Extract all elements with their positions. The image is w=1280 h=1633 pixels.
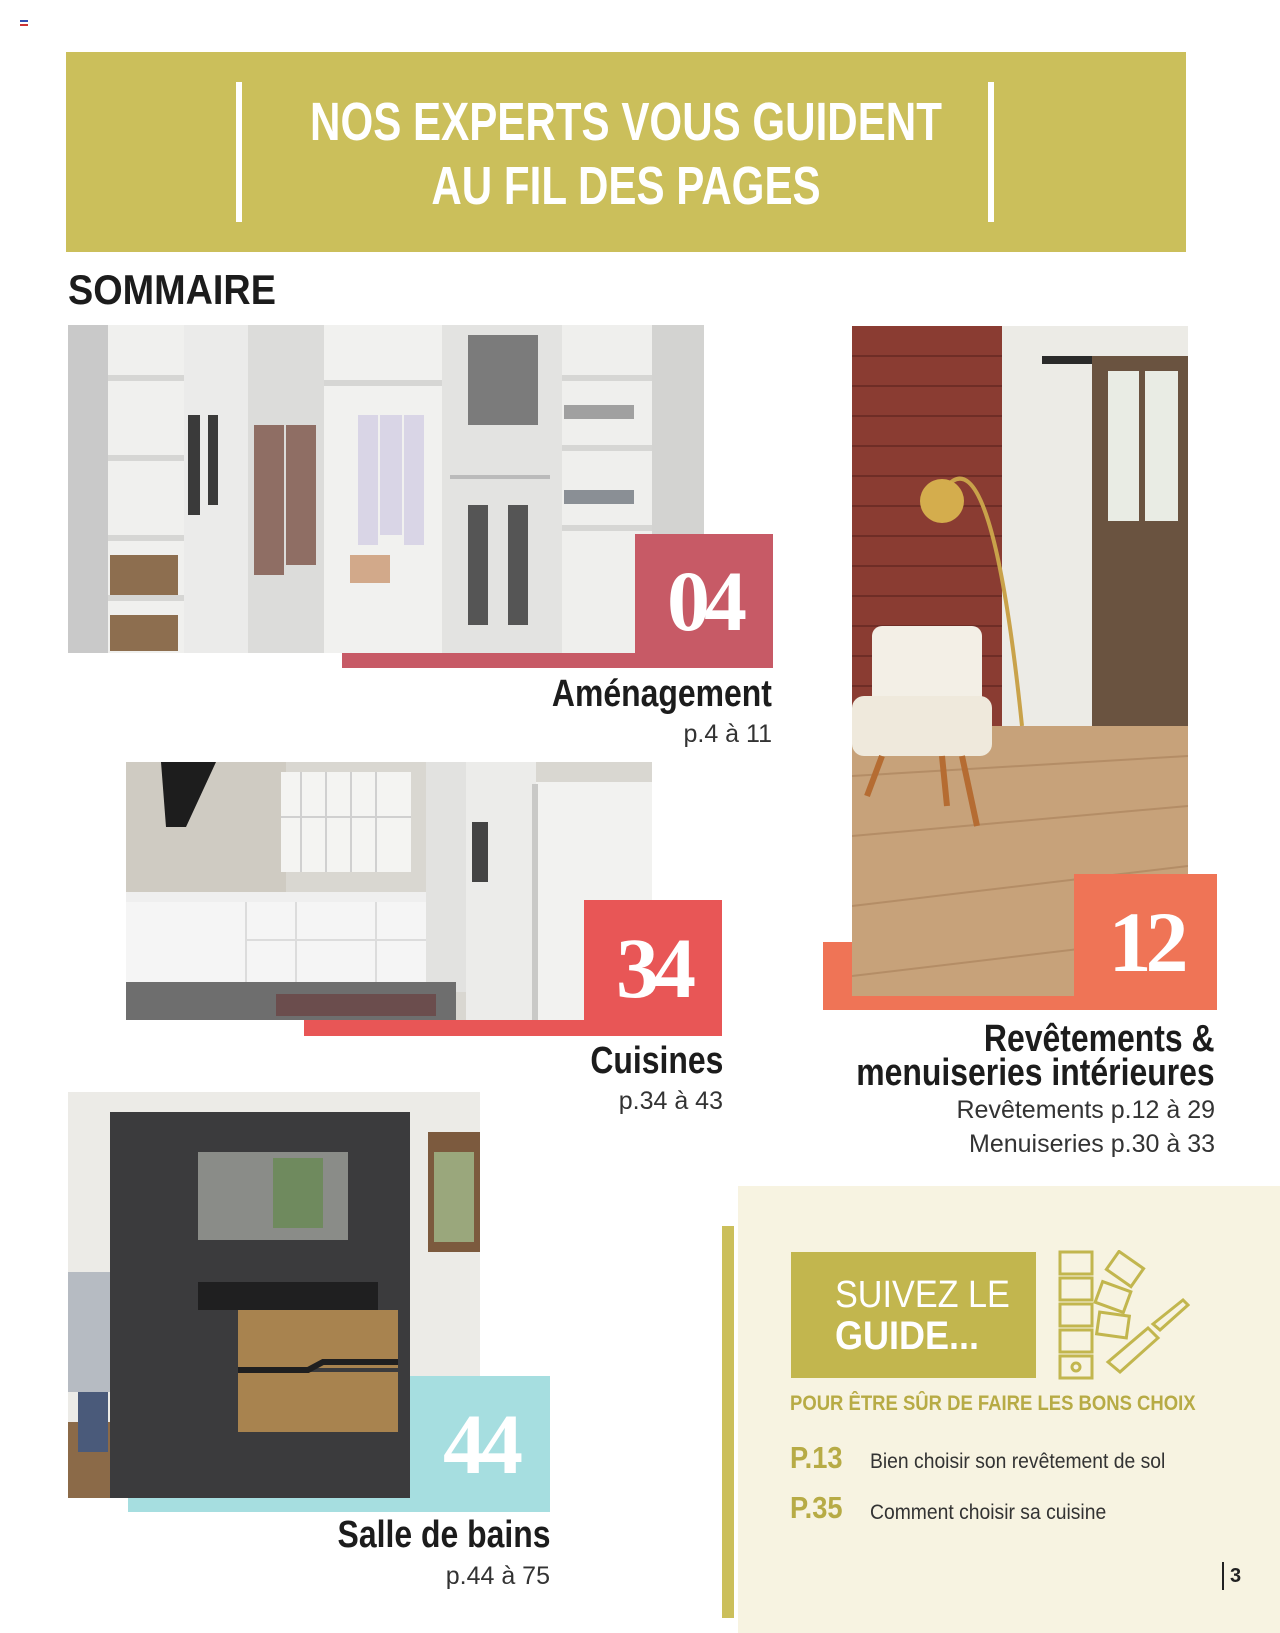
amenagement-pages: p.4 à 11 bbox=[683, 720, 772, 748]
amenagement-title: Aménagement bbox=[552, 673, 772, 715]
cuisines-title: Cuisines bbox=[589, 1040, 723, 1082]
guide-label bbox=[791, 1252, 1036, 1378]
header-title-line: NOS EXPERTS VOUS GUIDENT bbox=[310, 92, 942, 152]
guide-tools-icon bbox=[1058, 1250, 1190, 1380]
salle-de-bains-number: 44 bbox=[443, 1396, 517, 1492]
revetements-title-line2: menuiseries intérieures bbox=[856, 1052, 1215, 1094]
cuisines-pages: p.34 à 43 bbox=[618, 1087, 723, 1115]
guide-item-text: Bien choisir son revêtement de sol bbox=[870, 1450, 1166, 1473]
amenagement-badge bbox=[635, 534, 773, 668]
revetements-title-line1: Revêtements & bbox=[984, 1018, 1215, 1060]
revetements-number: 12 bbox=[1108, 894, 1183, 990]
guide-item-page: P.35 bbox=[790, 1490, 843, 1525]
salle-de-bains-pages: p.44 à 75 bbox=[445, 1562, 550, 1590]
cuisines-number: 34 bbox=[616, 920, 690, 1016]
guide-label-line1: SUIVEZ LE bbox=[835, 1274, 1010, 1316]
guide-item-text: Comment choisir sa cuisine bbox=[870, 1501, 1107, 1524]
header-title bbox=[189, 90, 1063, 218]
guide-item-page: P.13 bbox=[790, 1440, 843, 1475]
revetements-pages-line2: Menuiseries p.30 à 33 bbox=[969, 1130, 1215, 1158]
guide-accent-bar bbox=[722, 1226, 734, 1618]
corner-mark bbox=[20, 20, 28, 22]
amenagement-photo bbox=[68, 325, 704, 653]
guide-subtitle: POUR ÊTRE SÛR DE FAIRE LES BONS CHOIX bbox=[790, 1392, 1196, 1415]
page-title: SOMMAIRE bbox=[68, 266, 276, 313]
revetements-pages-line1: Revêtements p.12 à 29 bbox=[956, 1096, 1215, 1124]
amenagement-number: 04 bbox=[667, 553, 741, 649]
guide-label-line2: GUIDE... bbox=[835, 1314, 980, 1358]
header-title-line: AU FIL DES PAGES bbox=[431, 156, 821, 216]
cuisines-photo bbox=[126, 762, 652, 1020]
salle-de-bains-title: Salle de bains bbox=[337, 1514, 550, 1556]
cuisines-badge bbox=[584, 900, 722, 1036]
revetements-badge bbox=[1074, 874, 1217, 1010]
corner-mark bbox=[20, 24, 28, 26]
salle-de-bains-badge bbox=[410, 1376, 550, 1512]
page-number: 3 bbox=[1222, 1562, 1241, 1590]
header-banner bbox=[66, 52, 1186, 252]
